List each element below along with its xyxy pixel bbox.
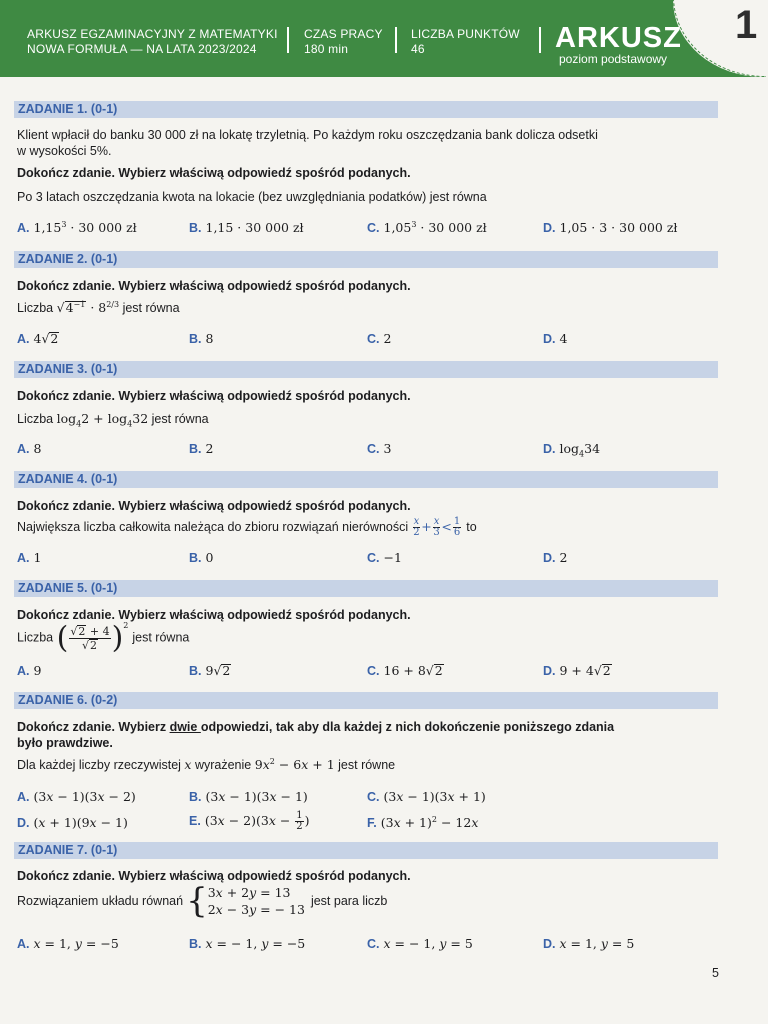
option-letter: C. <box>367 221 380 235</box>
task-6-option-b[interactable]: B. (3x − 1)(3x − 1) <box>189 789 308 804</box>
question-prefix: Liczba <box>17 630 54 645</box>
option-letter: D. <box>543 442 556 456</box>
task-6-option-e[interactable]: E. (3x − 2)(3x − $\frac{1}{2}$ ) <box>189 810 310 832</box>
task-5-expression: ( $\frac{√2 + 4}{√2}$ )$^2$ <box>56 620 129 655</box>
option-letter: D. <box>543 332 556 346</box>
task-5-question <box>17 620 190 655</box>
option-letter: A. <box>17 332 30 346</box>
question-suffix: jest równa <box>151 412 209 426</box>
task-3-instruction: Dokończ zdanie. Wybierz właściwą odpowiedź spośród podanych. <box>17 389 411 403</box>
task-4-option-c[interactable]: C. −1 <box>367 550 402 565</box>
option-letter: E. <box>189 814 201 828</box>
task-7-system: 3x + 2y = 13 2x − 3y = − 13 <box>207 885 305 917</box>
option-letter: C. <box>367 332 380 346</box>
task-5-header: ZADANIE 5. (0-1) <box>14 580 718 597</box>
task-3-expression: $\log_42 + \log_432$ <box>56 411 149 429</box>
task-1-option-c[interactable]: C. $1,05^3 \cdot 30$ 000 zł <box>367 219 487 235</box>
option-letter: A. <box>17 937 30 951</box>
header-divider <box>287 27 289 53</box>
task-1-option-b[interactable]: B. 1,15 · 30 000 zł <box>189 220 304 235</box>
task-3-option-c[interactable]: C. 3 <box>367 441 392 456</box>
task-6-instruction <box>17 719 614 735</box>
task-6-option-d[interactable]: D. (x + 1)(9x − 1) <box>17 815 128 830</box>
time-value: 180 min <box>304 42 349 56</box>
task-7-option-d[interactable]: D. x = 1, y = 5 <box>543 936 635 951</box>
task-6-option-c[interactable]: C. (3x − 1)(3x + 1) <box>367 789 486 804</box>
task-7-option-c[interactable]: C. x = − 1, y = 5 <box>367 936 473 951</box>
task-1-option-a[interactable]: A. $1,15^3 \cdot 30$ 000 zł <box>17 219 137 235</box>
task-4-instruction: Dokończ zdanie. Wybierz właściwą odpowiedź spośród podanych. <box>17 499 411 513</box>
task-2-question <box>17 300 180 316</box>
instruction-part: odpowiedzi, tak aby dla każdej z nich dokończenie poniższego zdania <box>200 720 615 734</box>
exam-time <box>304 27 383 57</box>
question-prefix: Dla każdej liczby rzeczywistej <box>17 758 181 772</box>
task-2-option-c[interactable]: C. 2 <box>367 331 392 346</box>
header-divider <box>395 27 397 53</box>
option-letter: B. <box>189 551 202 565</box>
task-3-header: ZADANIE 3. (0-1) <box>14 361 718 378</box>
option-letter: D. <box>543 937 556 951</box>
option-letter: B. <box>189 442 202 456</box>
option-letter: C. <box>367 442 380 456</box>
instruction-part: Dokończ zdanie. Wybierz <box>17 720 170 734</box>
task-7-instruction: Dokończ zdanie. Wybierz właściwą odpowiedź spośród podanych. <box>17 869 411 883</box>
task-2-header: ZADANIE 2. (0-1) <box>14 251 718 268</box>
task-1-question: Po 3 latach oszczędzania kwota na lokacie (bez uwzględniania podatków) jest równa <box>17 190 487 204</box>
question-prefix: Rozwiązaniem układu równań <box>17 894 184 908</box>
question-prefix: Liczba <box>17 301 54 315</box>
option-letter: F. <box>367 816 377 830</box>
task-1-option-d[interactable]: D. 1,05 · 3 · 30 000 zł <box>543 220 678 235</box>
option-letter: B. <box>189 221 202 235</box>
question-suffix: to <box>466 520 477 534</box>
task-7-option-a[interactable]: A. x = 1, y = −5 <box>17 936 119 951</box>
option-letter: B. <box>189 790 202 804</box>
task-3-option-a[interactable]: A. 8 <box>17 441 42 456</box>
task-4-header: ZADANIE 4. (0-1) <box>14 471 718 488</box>
question-middle: wyrażenie <box>194 758 252 772</box>
header-divider <box>539 27 541 53</box>
task-5-option-a[interactable]: A. 9 <box>17 663 42 678</box>
question-prefix: Liczba <box>17 412 54 426</box>
task-3-option-b[interactable]: B. 2 <box>189 441 214 456</box>
task-4-option-b[interactable]: B. 0 <box>189 550 214 565</box>
sheet-label: ARKUSZ <box>555 22 682 54</box>
question-suffix: jest równa <box>122 301 180 315</box>
exam-header <box>0 0 768 77</box>
level-label: poziom podstawowy <box>559 52 668 66</box>
task-2-option-d[interactable]: D. 4 <box>543 331 568 346</box>
exam-title-line2: NOWA FORMUŁA — NA LATA 2023/2024 <box>27 42 257 56</box>
exam-title-line1: ARKUSZ EGZAMINACYJNY Z MATEMATYKI <box>27 27 278 41</box>
option-letter: A. <box>17 551 30 565</box>
task-2-expression: $√4^{-1} \cdot 8^{2/3}$ <box>56 299 120 315</box>
question-suffix: jest para liczb <box>310 894 388 908</box>
task-4-question <box>17 517 477 538</box>
option-letter: B. <box>189 664 202 678</box>
question-suffix: jest równe <box>338 758 396 772</box>
task-1-instruction: Dokończ zdanie. Wybierz właściwą odpowiedź spośród podanych. <box>17 166 411 180</box>
task-1-header: ZADANIE 1. (0-1) <box>14 101 718 118</box>
points-label: LICZBA PUNKTÓW <box>411 27 520 41</box>
option-letter: D. <box>543 664 556 678</box>
task-5-instruction: Dokończ zdanie. Wybierz właściwą odpowiedź spośród podanych. <box>17 608 411 622</box>
option-letter: A. <box>17 664 30 678</box>
task-5-option-c[interactable]: C. 16 + 8√2 <box>367 663 443 678</box>
question-suffix: jest równa <box>132 630 190 645</box>
exam-title <box>27 27 278 57</box>
task-2-option-b[interactable]: B. 8 <box>189 331 214 346</box>
option-letter: A. <box>17 790 30 804</box>
option-letter: B. <box>189 332 202 346</box>
option-letter: D. <box>17 816 30 830</box>
task-2-instruction: Dokończ zdanie. Wybierz właściwą odpowiedź spośród podanych. <box>17 279 411 293</box>
task-7-header: ZADANIE 7. (0-1) <box>14 842 718 859</box>
page-number: 5 <box>712 966 719 980</box>
task-6-instruction-line2: było prawdziwe. <box>17 736 113 750</box>
task-1-text-line1: Klient wpłacił do banku 30 000 zł na lokatę trzyletnią. Po każdym roku oszczędzania bank dolicza odsetki <box>17 128 598 142</box>
task-6-option-a[interactable]: A. (3x − 1)(3x − 2) <box>17 789 136 804</box>
option-letter: A. <box>17 442 30 456</box>
task-1-text-line2: w wysokości 5%. <box>17 144 112 158</box>
option-letter: C. <box>367 551 380 565</box>
task-7-question: Rozwiązaniem układu równań { 3x + 2y = 13 2x − 3y = − 13 jest para liczb <box>17 881 388 921</box>
task-7-option-b[interactable]: B. x = − 1, y = −5 <box>189 936 306 951</box>
task-2-option-a[interactable]: A. 4√2 <box>17 331 59 346</box>
sheet-number: 1 <box>735 3 758 47</box>
task-4-inequality: $\frac{x}{2}$ + $\frac{x}{3}$ < $\frac{1}{6}$ <box>413 516 461 538</box>
option-letter: B. <box>189 937 202 951</box>
task-3-question <box>17 411 209 427</box>
option-letter: C. <box>367 664 380 678</box>
task-5-option-b[interactable]: B. 9√2 <box>189 663 231 678</box>
option-letter: C. <box>367 790 380 804</box>
task-4-option-d[interactable]: D. 2 <box>543 550 568 565</box>
task-6-question: Dla każdej liczby rzeczywistej x wyrażenie $9x^2 - 6x + 1$ jest równe <box>17 756 396 772</box>
task-4-option-a[interactable]: A. 1 <box>17 550 42 565</box>
points-value: 46 <box>411 42 425 56</box>
option-letter: C. <box>367 937 380 951</box>
time-label: CZAS PRACY <box>304 27 383 41</box>
exam-points <box>411 27 520 57</box>
task-6-header: ZADANIE 6. (0-2) <box>14 692 718 709</box>
option-letter: D. <box>543 551 556 565</box>
task-6-expression: $9x^2 - 6x + 1$ <box>254 756 335 772</box>
option-letter: D. <box>543 221 556 235</box>
task-5-option-d[interactable]: D. 9 + 4√2 <box>543 663 611 678</box>
task-3-option-d[interactable]: D. $\log_434$ <box>543 441 601 459</box>
option-letter: A. <box>17 221 30 235</box>
question-prefix: Największa liczba całkowita należąca do zbioru rozwiązań nierówności <box>17 520 409 534</box>
instruction-underlined: dwie <box>169 720 201 734</box>
task-6-option-f[interactable]: F. $(3x + 1)^2 - 12x$ <box>367 814 479 830</box>
